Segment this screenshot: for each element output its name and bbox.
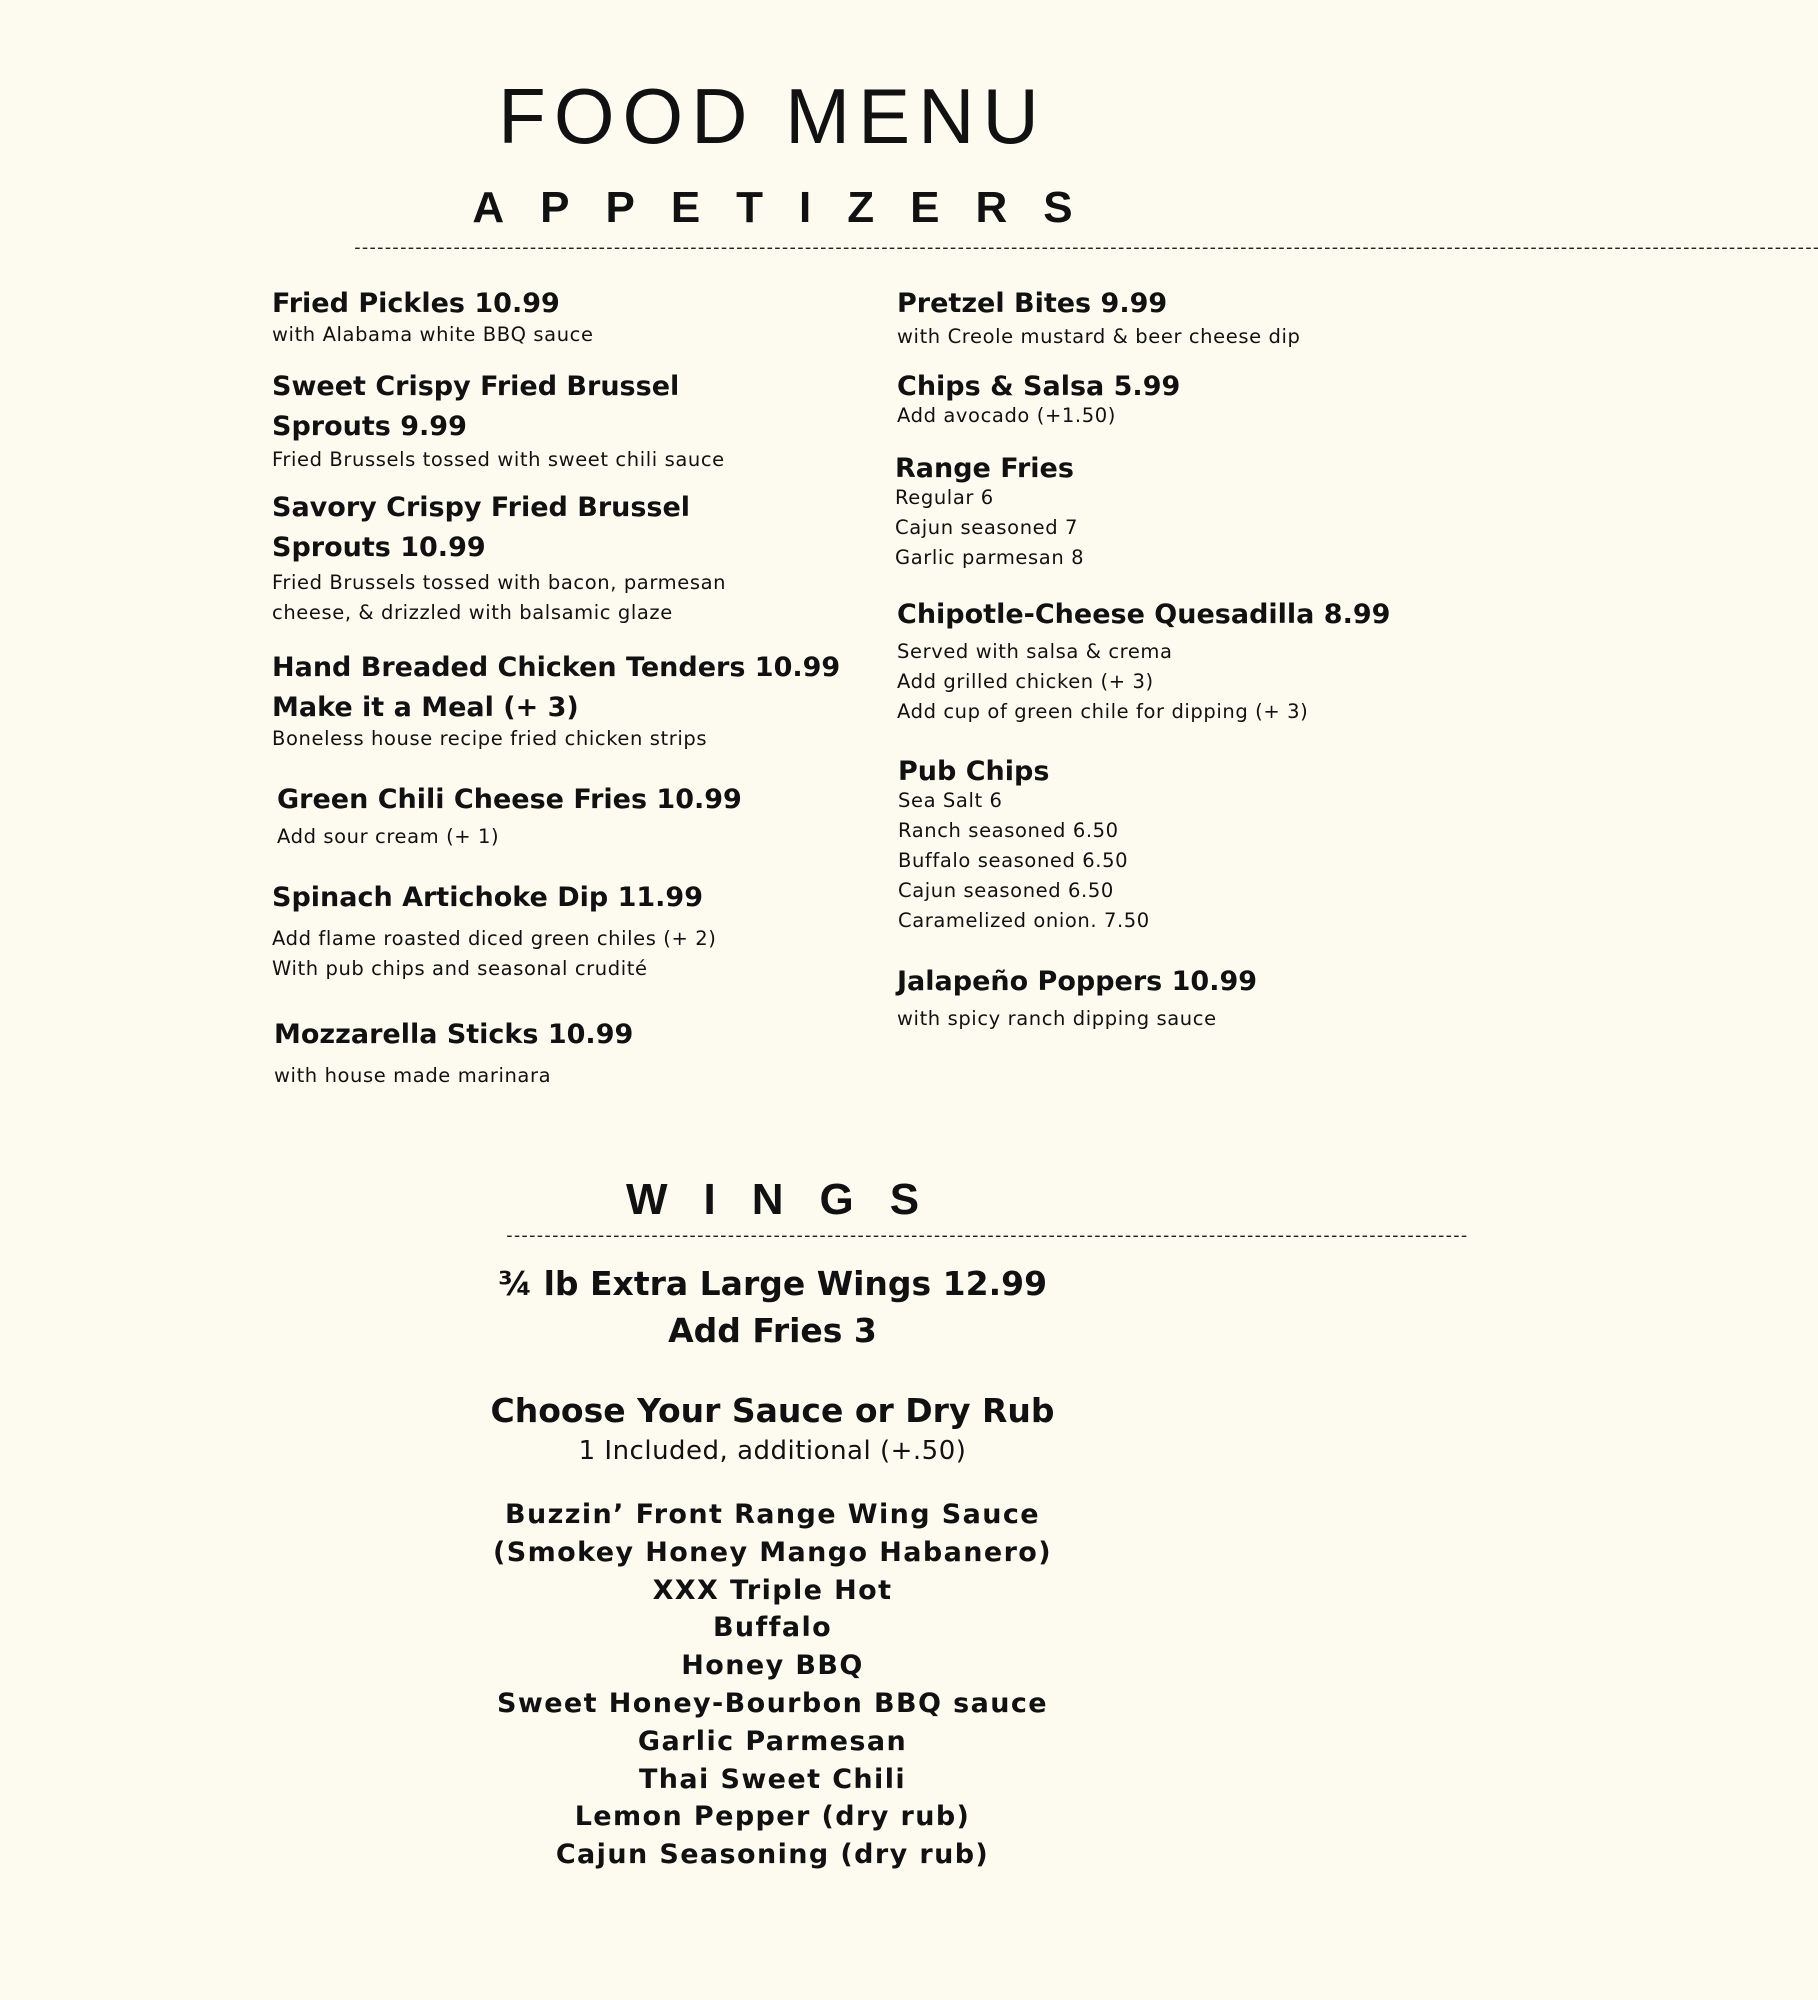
item-description: Boneless house recipe fried chicken strips xyxy=(272,727,708,750)
sauce-item: Thai Sweet Chili xyxy=(638,1763,907,1795)
item-description: Fried Brussels tossed with sweet chili sauce xyxy=(272,448,725,471)
item-mozzarella-sticks xyxy=(274,1015,633,1091)
item-name: Sweet Crispy Fried Brussel xyxy=(272,371,680,402)
item-name: Pretzel Bites 9.99 xyxy=(897,288,1168,319)
appetizers-heading: APPETIZERS xyxy=(472,183,1109,232)
item-description: Caramelized onion. 7.50 xyxy=(898,909,1150,932)
item-description: cheese, & drizzled with balsamic glaze xyxy=(272,601,673,624)
wings-offer-line: Add Fries 3 xyxy=(668,1311,877,1350)
item-name: Jalapeño Poppers 10.99 xyxy=(897,966,1258,997)
item-description: with house made marinara xyxy=(274,1064,552,1087)
wings-offer-line: ¾ lb Extra Large Wings 12.99 xyxy=(497,1264,1048,1303)
appetizers-divider: ------------------------------------------------------------------------------------------------------------------------------------------------------------------------------------------------ xyxy=(352,237,1818,258)
sauce-item: Lemon Pepper (dry rub) xyxy=(574,1801,971,1833)
wings-divider: ------------------------------------------------------------------------------------------------------------------------------ xyxy=(504,1225,1467,1246)
item-name: Green Chili Cheese Fries 10.99 xyxy=(277,784,742,815)
item-description: Add sour cream (+ 1) xyxy=(277,825,500,848)
item-green-chili-cheese-fries xyxy=(277,780,742,852)
item-name: Chips & Salsa 5.99 xyxy=(897,371,1181,402)
item-description: Add flame roasted diced green chiles (+ 2) xyxy=(272,927,717,950)
sauce-list xyxy=(0,1496,1545,1874)
item-sweet-brussel-sprouts xyxy=(272,367,725,475)
choose-sauce-title: Choose Your Sauce or Dry Rub xyxy=(490,1391,1055,1430)
item-pretzel-bites xyxy=(897,284,1300,352)
item-name: Range Fries xyxy=(895,453,1074,484)
wings-offer xyxy=(0,1260,1545,1354)
choose-sauce-subtitle: 1 Included, additional (+.50) xyxy=(578,1436,967,1466)
item-description: Fried Brussels tossed with bacon, parmesan xyxy=(272,571,727,594)
item-description: Served with salsa & crema xyxy=(897,640,1173,663)
item-name: Sprouts 9.99 xyxy=(272,411,467,442)
item-pub-chips xyxy=(898,752,1150,936)
item-spinach-artichoke-dip xyxy=(272,878,716,984)
sauce-item: Honey BBQ xyxy=(681,1650,864,1682)
item-fried-pickles xyxy=(272,284,594,350)
item-name: Make it a Meal (+ 3) xyxy=(272,692,579,723)
item-name: Pub Chips xyxy=(898,756,1050,787)
item-jalapeno-poppers xyxy=(897,962,1257,1034)
item-description: Add grilled chicken (+ 3) xyxy=(897,670,1154,693)
item-description: with Creole mustard & beer cheese dip xyxy=(897,325,1301,348)
sauce-item: (Smokey Honey Mango Habanero) xyxy=(493,1536,1052,1568)
sauce-item: Buffalo xyxy=(712,1612,833,1644)
item-description: with spicy ranch dipping sauce xyxy=(897,1007,1217,1030)
item-name: Savory Crispy Fried Brussel xyxy=(272,492,691,523)
wings-heading: WINGS xyxy=(625,1175,956,1224)
item-quesadilla xyxy=(897,595,1390,727)
item-description: with Alabama white BBQ sauce xyxy=(272,323,594,346)
sauce-item: Cajun Seasoning (dry rub) xyxy=(555,1839,990,1871)
item-chips-salsa xyxy=(897,367,1180,431)
item-description: Cajun seasoned 7 xyxy=(895,516,1079,539)
item-name: Sprouts 10.99 xyxy=(272,532,486,563)
item-description: Cajun seasoned 6.50 xyxy=(898,879,1114,902)
item-description: With pub chips and seasonal crudité xyxy=(272,957,648,980)
item-savory-brussel-sprouts xyxy=(272,488,726,628)
choose-sauce xyxy=(0,1389,1545,1469)
item-description: Buffalo seasoned 6.50 xyxy=(898,849,1129,872)
item-name: Spinach Artichoke Dip 11.99 xyxy=(272,882,703,913)
item-description: Add cup of green chile for dipping (+ 3) xyxy=(897,700,1309,723)
item-description: Sea Salt 6 xyxy=(898,789,1003,812)
item-name: Fried Pickles 10.99 xyxy=(272,288,560,319)
sauce-item: XXX Triple Hot xyxy=(652,1574,893,1606)
item-description: Ranch seasoned 6.50 xyxy=(898,819,1119,842)
item-description: Regular 6 xyxy=(895,486,994,509)
sauce-item: Sweet Honey-Bourbon BBQ sauce xyxy=(497,1687,1048,1719)
item-name: Chipotle-Cheese Quesadilla 8.99 xyxy=(897,599,1391,630)
item-description: Garlic parmesan 8 xyxy=(895,546,1085,569)
item-range-fries xyxy=(895,449,1084,573)
item-name: Mozzarella Sticks 10.99 xyxy=(274,1019,634,1050)
item-description: Add avocado (+1.50) xyxy=(897,404,1116,427)
item-chicken-tenders xyxy=(272,648,840,754)
item-name: Hand Breaded Chicken Tenders 10.99 xyxy=(272,652,841,683)
menu-title: FOOD MENU xyxy=(498,72,1047,160)
sauce-item: Garlic Parmesan xyxy=(637,1725,908,1757)
sauce-item: Buzzin’ Front Range Wing Sauce xyxy=(505,1499,1040,1530)
